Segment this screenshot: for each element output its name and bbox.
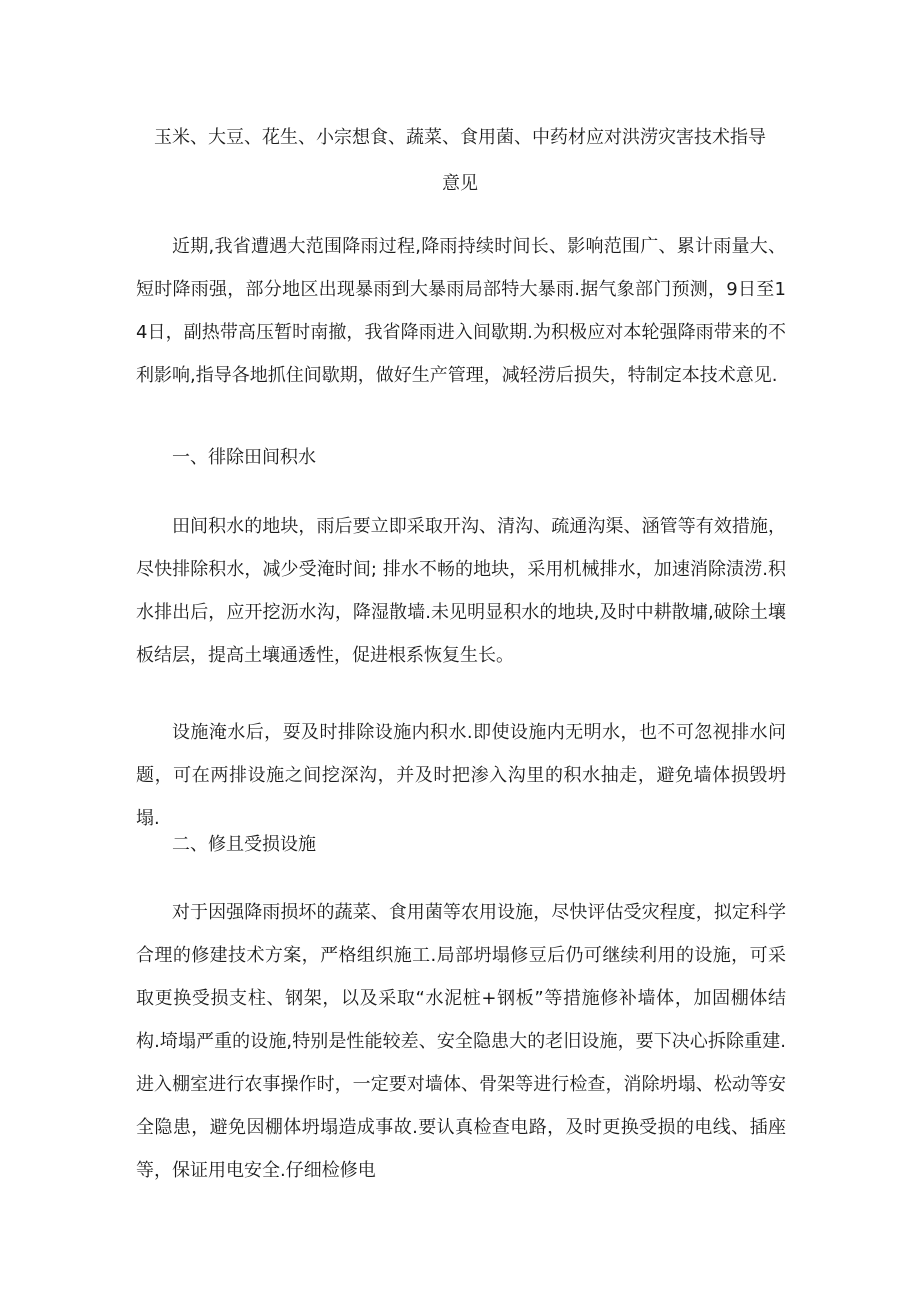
section-2-heading: 二、修且受损设施	[172, 834, 316, 855]
document-title-line-1: 玉米、大豆、花生、小宗想食、蔬菜、食用菌、中药材应对洪涝灾害技术指导	[154, 127, 766, 148]
intro-paragraph: 近期,我省遭遇大范围降雨过程,降雨持续时间长、影响范围广、累计雨量大、短时降雨强，部分地区出现暴雨到大暴雨局部特大暴雨.据气象部门预测，9日至14日，副热带高压暂时南撤，我省降雨进入间歇期.为积极应对本轮强降雨带来的不利影响,指导各地抓住间歇期，做好生产管理，减轻涝后损失，特制定本技术意见.	[136, 236, 786, 386]
section-1-heading: 一、徘除田间积水	[172, 447, 316, 468]
document-title-line-2: 意见	[442, 173, 478, 194]
section-1-paragraph-2: 设施淹水后，耍及时排除设施内积水.即使设施内无明水，也不可忽视排水问题，可在两排设施之间挖深沟，并及时把渗入沟里的积水抽走，避免墙体损毁坍塌.	[136, 722, 786, 829]
section-2-paragraph-1: 对于因强降雨损坏的蔬菜、食用菌等农用设施，尽快评估受灾程度，拟定科学合理的修建技术方案，严格组织施工.局部坍塌修豆后仍可继续利用的设施，可采取更换受损支柱、钢架，以及采取“水泥桩+钢板”等措施修补墙体，加固棚体结构.埼塌严重的设施,特别是性能较差、安全隐患大的老旧设施，要下决心拆除重建.进入棚室进行农事操作时，一定要对墙体、骨架等进行检查，消除坍塌、松动等安全隐患，避免因棚体坍塌造成事故.要认真检查电路，及时更换受损的电线、插座等，保证用电安全.仔细检修电	[136, 902, 786, 1181]
section-1-paragraph-1: 田间积水的地块，雨后要立即采取开沟、清沟、疏通沟渠、涵管等有效措施，尽快排除积水，减少受淹时间; 排水不畅的地块，采用机械排水，加速消除渍涝.积水排出后，应开挖沥水沟，降湿散墙.未见明显积水的地块,及时中耕散墉,破除土壤板结层，提高土壤通透性，促进根系恢复生长。	[136, 516, 786, 666]
